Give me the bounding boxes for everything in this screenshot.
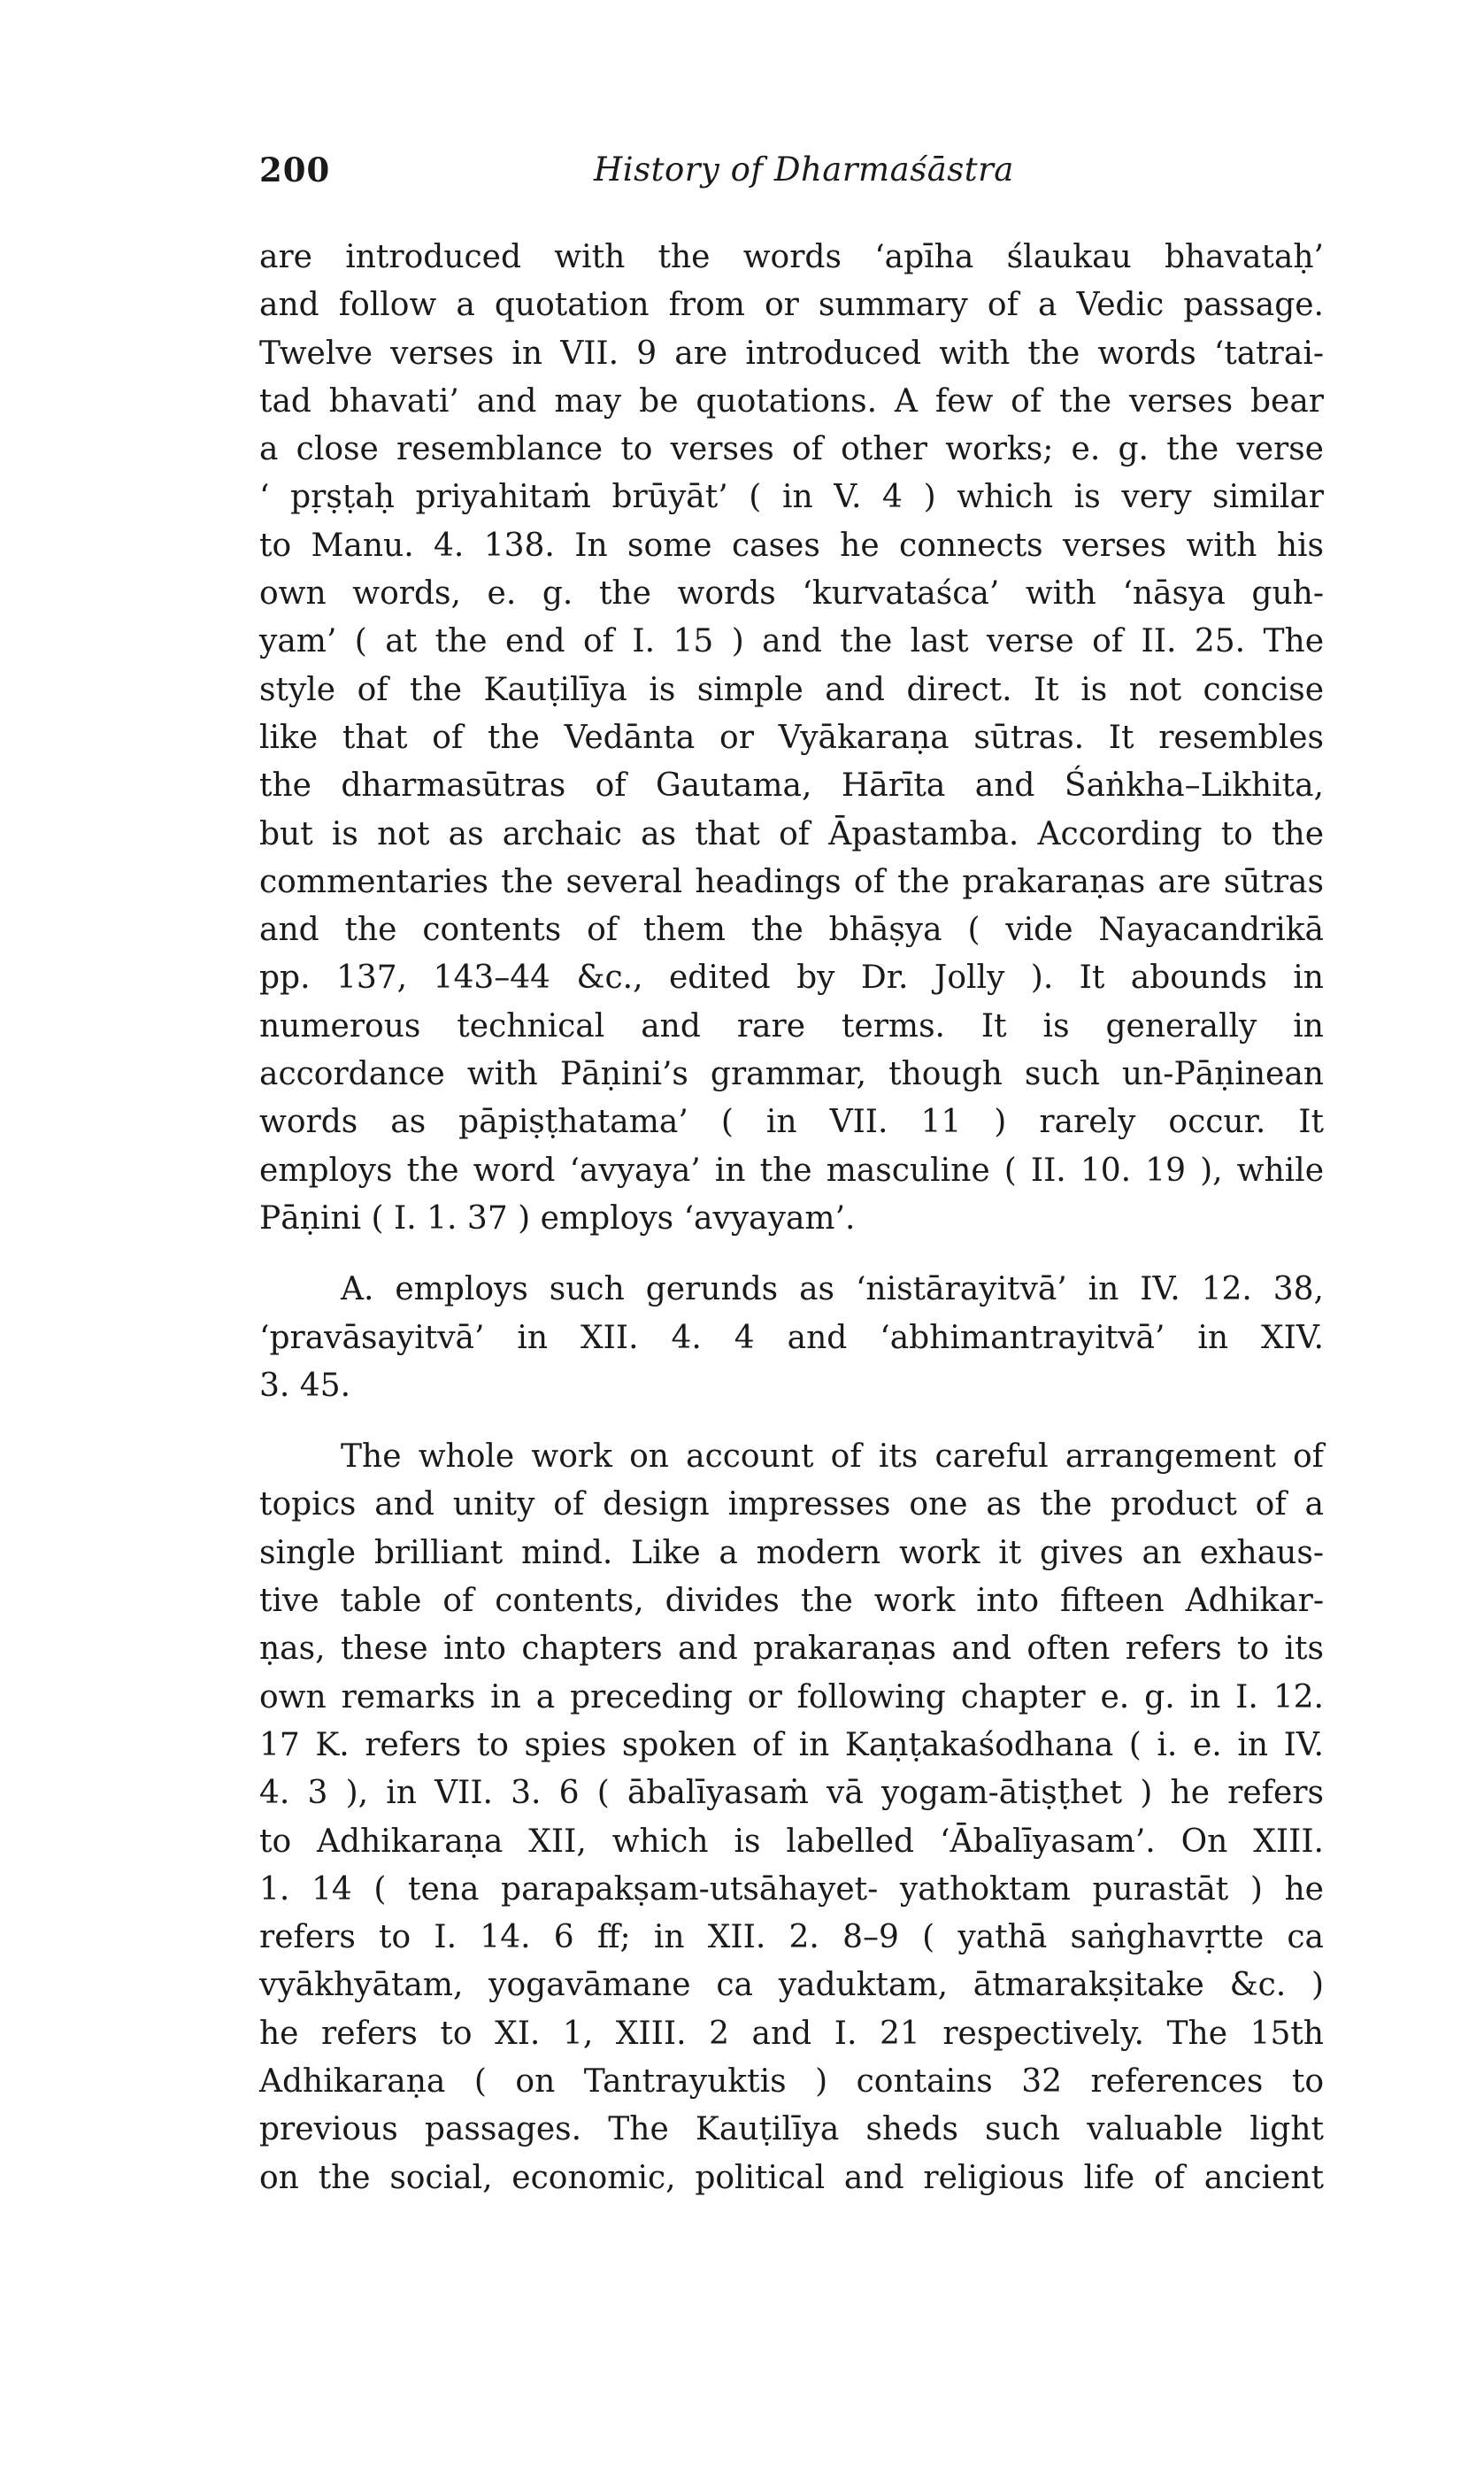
text-line: like that of the Vedānta or Vyākaraṇa sūtras. It resembles: [259, 719, 1324, 756]
text-line: numerous technical and rare terms. It is generally in: [259, 1007, 1324, 1045]
text-line: Adhikaraṇa ( on Tantrayuktis ) contains 32 references to: [259, 2062, 1324, 2100]
text-line: ‘ pṛṣṭaḥ priyahitaṁ brūyāt’ ( in V. 4 ) which is very similar: [259, 479, 1324, 516]
running-head: [259, 150, 1321, 204]
text-line: style of the Kauṭilīya is simple and direct. It is not concise: [259, 671, 1324, 708]
text-line: a close resemblance to verses of other works; e. g. the verse: [259, 431, 1324, 468]
body-text: [259, 234, 1324, 2202]
text-line: 17 K. refers to spies spoken of in Kaṇṭakaśodhana ( i. e. in IV.: [259, 1726, 1324, 1763]
paragraph-3: [259, 1433, 1324, 2202]
text-line: words as pāpiṣṭhatama’ ( in VII. 11 ) rarely occur. It: [259, 1104, 1324, 1141]
text-line: 1. 14 ( tena parapakṣam-utsāhayet- yathoktam purastāt ) he: [259, 1870, 1324, 1908]
paragraph-1: [259, 234, 1324, 1243]
text-line: commentaries the several headings of the prakaraṇas are sūtras: [259, 863, 1324, 900]
text-line: own remarks in a preceding or following chapter e. g. in I. 12.: [259, 1678, 1324, 1715]
text-line: accordance with Pāṇini’s grammar, though such un-Pāṇinean: [259, 1056, 1324, 1093]
text-line: but is not as archaic as that of Āpastamba. According to the: [259, 815, 1324, 852]
text-line: yam’ ( at the end of I. 15 ) and the last verse of II. 25. The: [259, 623, 1324, 660]
text-line: The whole work on account of its careful arrangement of: [341, 1438, 1324, 1476]
text-line: tad bhavati’ and may be quotations. A few of the verses bear: [259, 382, 1324, 420]
text-line: to Manu. 4. 138. In some cases he connects verses with his: [259, 527, 1324, 564]
text-line: employs the word ‘avyaya’ in the masculine ( II. 10. 19 ), while: [259, 1152, 1324, 1189]
text-line: on the social, economic, political and religious life of ancient: [259, 2159, 1324, 2196]
text-line: vyākhyātam, yogavāmane ca yaduktam, ātmarakṣitake &c. ): [259, 1967, 1324, 2004]
text-line: are introduced with the words ‘apīha ślaukau bhavataḥ’: [259, 239, 1324, 275]
paragraph-gap: [259, 1243, 1324, 1266]
text-line: tive table of contents, divides the work into fifteen Adhikar-: [259, 1583, 1324, 1620]
text-line: refers to I. 14. 6 ff; in XII. 2. 8–9 ( yathā saṅghavṛtte ca: [259, 1919, 1324, 1956]
paragraph-2: [259, 1266, 1324, 1410]
text-line: 3. 45.: [259, 1367, 351, 1404]
running-title: History of Dharmaśāstra: [594, 150, 1014, 189]
paragraph-gap: [259, 1410, 1324, 1433]
text-line: pp. 137, 143–44 &c., edited by Dr. Jolly ). It abounds in: [259, 960, 1324, 997]
text-line: ‘pravāsayitvā’ in XII. 4. 4 and ‘abhimantrayitvā’ in XIV.: [259, 1319, 1324, 1356]
text-line: ṇas, these into chapters and prakaraṇas and often refers to its: [259, 1631, 1324, 1668]
text-line: Pāṇini ( I. 1. 37 ) employs ‘avyayam’.: [259, 1199, 856, 1237]
text-line: and follow a quotation from or summary of a Vedic passage.: [259, 287, 1324, 324]
text-line: to Adhikaraṇa XII, which is labelled ‘Ābalīyasam’. On XIII.: [259, 1823, 1324, 1860]
text-line: A. employs such gerunds as ‘nistārayitvā’ in IV. 12. 38,: [341, 1271, 1324, 1308]
text-line: he refers to XI. 1, XIII. 2 and I. 21 respectively. The 15th: [259, 2015, 1324, 2052]
text-line: topics and unity of design impresses one as the product of a: [259, 1486, 1324, 1523]
text-line: Twelve verses in VII. 9 are introduced with the words ‘tatrai-: [259, 335, 1324, 372]
text-line: and the contents of them the bhāṣya ( vide Nayacandrikā: [259, 912, 1324, 949]
text-line: single brilliant mind. Like a modern work it gives an exhaus-: [259, 1534, 1324, 1571]
text-line: the dharmasūtras of Gautama, Hārīta and Śaṅkha–Likhita,: [259, 767, 1324, 805]
text-line: own words, e. g. the words ‘kurvataśca’ with ‘nāsya guh-: [259, 575, 1324, 613]
text-line: 4. 3 ), in VII. 3. 6 ( ābalīyasaṁ vā yogam-ātiṣṭhet ) he refers: [259, 1775, 1324, 1812]
text-line: previous passages. The Kauṭilīya sheds such valuable light: [259, 2111, 1324, 2148]
page-number: 200: [259, 150, 331, 189]
